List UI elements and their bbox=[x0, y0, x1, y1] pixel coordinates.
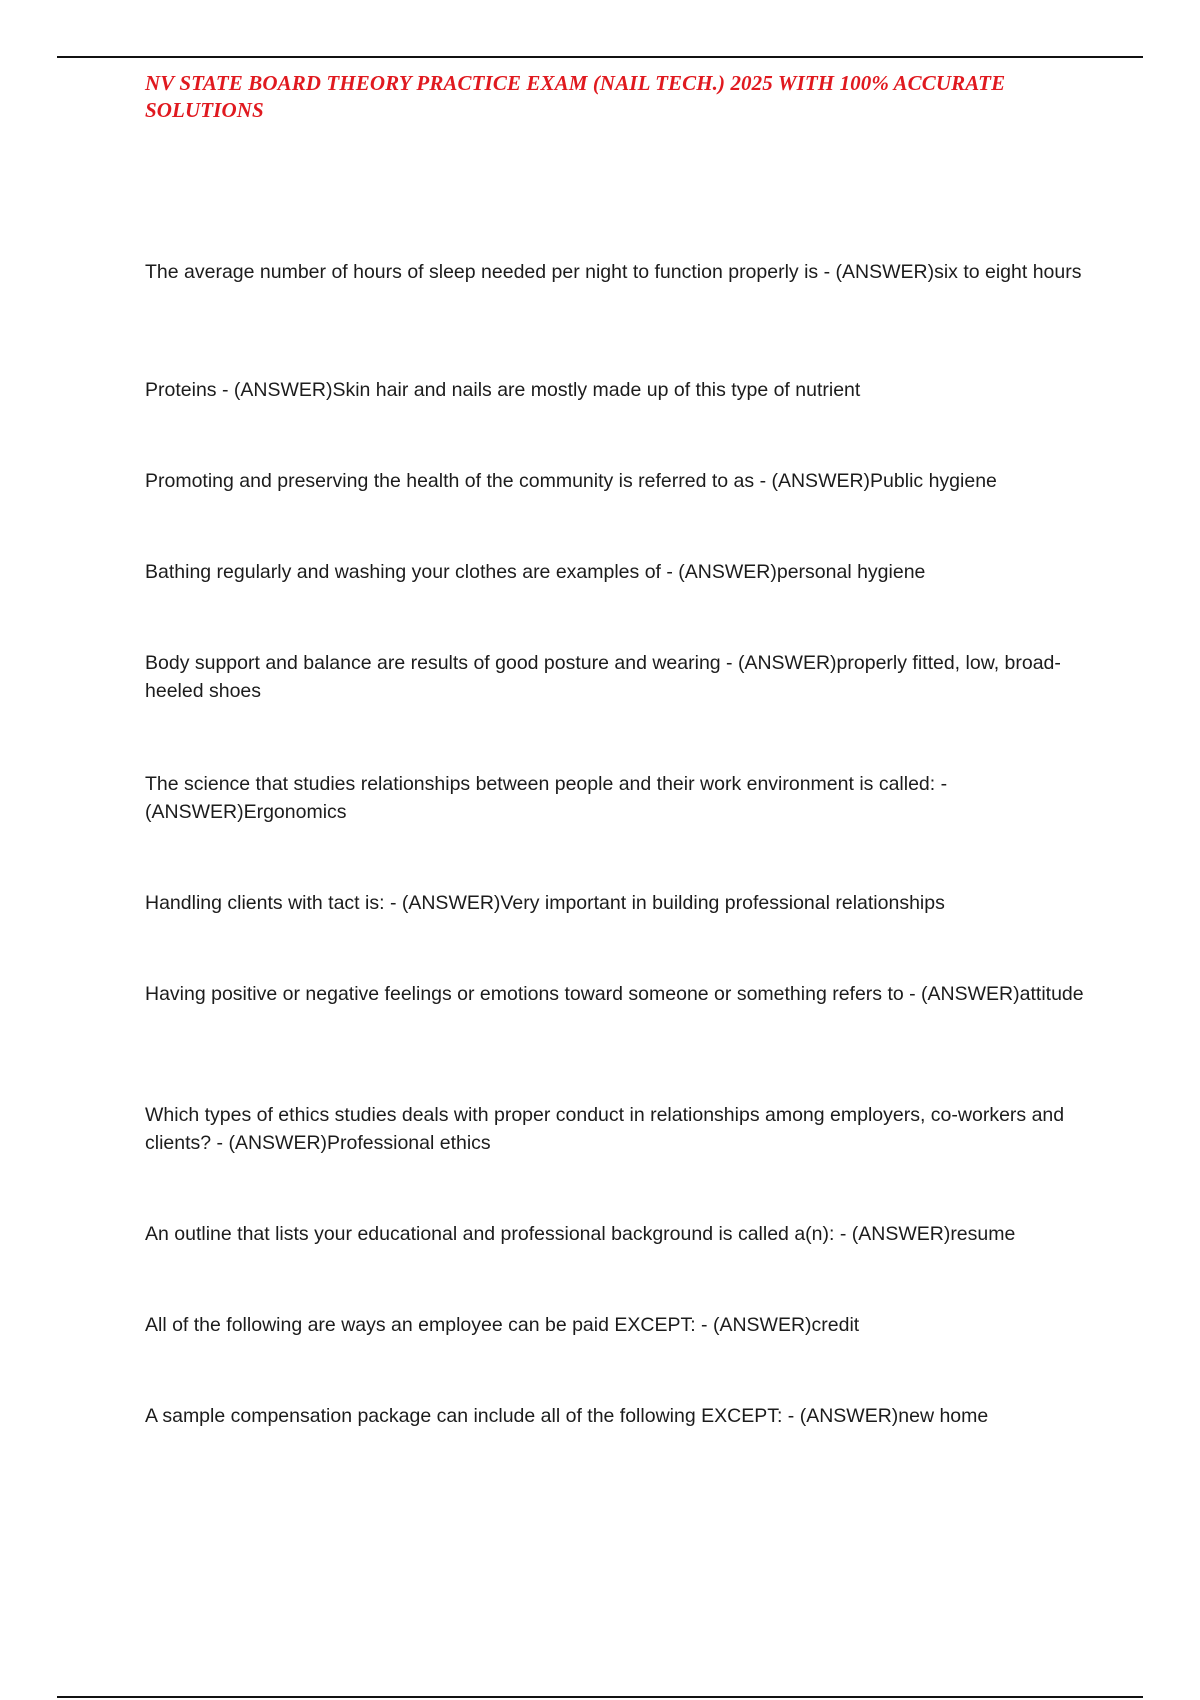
qa-item-6: The science that studies relationships between people and their work environment is called: - (ANSWER)Ergonomics bbox=[145, 773, 948, 823]
qa-item-12: A sample compensation package can include all of the following EXCEPT: - (ANSWER)new home bbox=[145, 1405, 989, 1427]
document-title: NV STATE BOARD THEORY PRACTICE EXAM (NAIL TECH.) 2025 WITH 100% ACCURATE SOLUTIONS bbox=[145, 71, 1006, 122]
bottom-divider bbox=[57, 1696, 1143, 1698]
qa-item-2: Proteins - (ANSWER)Skin hair and nails are mostly made up of this type of nutrient bbox=[145, 379, 861, 401]
qa-item-5: Body support and balance are results of good posture and wearing - (ANSWER)properly fitted, low, broad-heeled shoes bbox=[145, 652, 1061, 702]
question-answer-list bbox=[145, 258, 1090, 1442]
qa-item-7: Handling clients with tact is: - (ANSWER)Very important in building professional relationships bbox=[145, 892, 945, 914]
top-divider bbox=[57, 56, 1143, 58]
qa-item-3: Promoting and preserving the health of the community is referred to as - (ANSWER)Public hygiene bbox=[145, 470, 997, 492]
qa-item-11: All of the following are ways an employee can be paid EXCEPT: - (ANSWER)credit bbox=[145, 1314, 860, 1336]
qa-item-10: An outline that lists your educational and professional background is called a(n): - (ANSWER)resume bbox=[145, 1223, 1016, 1245]
qa-item-4: Bathing regularly and washing your clothes are examples of - (ANSWER)personal hygiene bbox=[145, 561, 926, 583]
qa-item-1: The average number of hours of sleep needed per night to function properly is - (ANSWER)six to eight hours bbox=[145, 261, 1082, 283]
qa-item-8: Having positive or negative feelings or emotions toward someone or something refers to - (ANSWER)attitude bbox=[145, 983, 1084, 1005]
qa-item-9: Which types of ethics studies deals with proper conduct in relationships among employers, co-workers and clients? - (ANSWER)Professional ethics bbox=[145, 1104, 1065, 1154]
